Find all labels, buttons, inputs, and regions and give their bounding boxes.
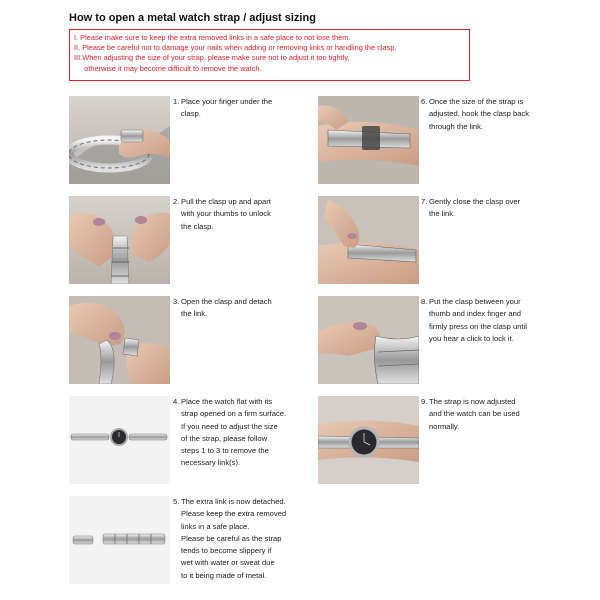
step-2-number: 2.: [173, 197, 180, 206]
step-7: [421, 196, 556, 284]
warning-3: III.When adjusting the size of your strap, please make sure not to adjust it too tightly,: [74, 53, 350, 63]
step-4-text: Place the watch flat with its strap opened on a firm surface. If you need to adjust the size of the strap, please follow steps 1 to 3 to remove the necessary link(s).: [181, 397, 287, 468]
step-8-number: 8.: [421, 297, 428, 306]
step-4: [173, 396, 308, 484]
step-3-text: Open the clasp and detach the link.: [181, 297, 272, 319]
step-5-number: 5.: [173, 497, 180, 506]
step-9: [421, 396, 556, 484]
step-9-text: The strap is now adjusted and the watch can be used normally.: [429, 397, 520, 431]
step-5: [173, 496, 308, 591]
warning-1: I. Please make sure to keep the extra removed links in a safe place to not lose them.: [74, 33, 351, 42]
step-6-number: 6.: [421, 97, 428, 106]
step-1-number: 1.: [173, 97, 180, 106]
watch-on-wrist-photo: [318, 396, 419, 484]
page-title: How to open a metal watch strap / adjust sizing: [69, 12, 316, 24]
detached-link-photo: [69, 496, 170, 584]
step-3: [173, 296, 303, 384]
press-clasp-photo: [318, 296, 419, 384]
detach-link-photo: [69, 296, 170, 384]
watch-flat-photo: [69, 396, 170, 484]
step-7-number: 7.: [421, 197, 428, 206]
finger-under-clasp-photo: [69, 96, 170, 184]
step-8: [421, 296, 556, 384]
step-4-number: 4.: [173, 397, 180, 406]
step-3-number: 3.: [173, 297, 180, 306]
step-8-text: Put the clasp between your thumb and index finger and firmly press on the clasp until you hear a click to lock it.: [429, 297, 527, 343]
step-5-text: The extra link is now detached. Please keep the extra removed links in a safe place. Please be careful as the strap tends to become slippery if wet with water or sweat due to it being made of metal.: [181, 497, 287, 580]
step-9-number: 9.: [421, 397, 428, 406]
step-2: [173, 196, 303, 284]
step-1-text: Place your finger under the clasp.: [181, 97, 273, 119]
close-clasp-photo: [318, 196, 419, 284]
step-6: [421, 96, 556, 184]
warning-3-continued: otherwise it may become difficult to remove the watch.: [74, 63, 262, 73]
warning-2: II. Please be careful not to damage your nails when adding or removing links or handling the clasp.: [74, 43, 397, 53]
step-1: [173, 96, 303, 184]
warning-box: [69, 29, 470, 81]
hook-clasp-photo: [318, 96, 419, 184]
step-7-text: Gently close the clasp over the link.: [429, 197, 521, 219]
step-2-text: Pull the clasp up and apart with your thumbs to unlock the clasp.: [181, 197, 271, 231]
step-6-text: Once the size of the strap is adjusted, hook the clasp back through the link.: [429, 97, 530, 131]
pull-clasp-apart-photo: [69, 196, 170, 284]
